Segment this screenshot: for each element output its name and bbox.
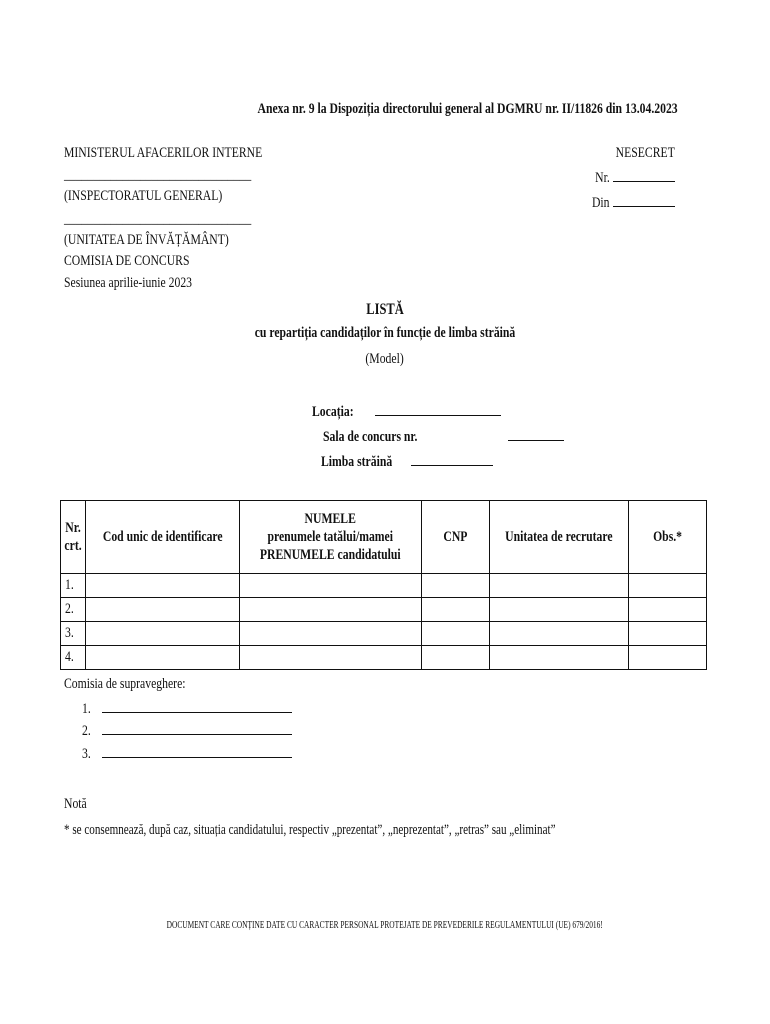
exam-room-field: Sala de concurs nr. [323,427,564,446]
nr-blank [613,168,675,182]
table-row [61,598,707,622]
note-label: Notă [64,796,87,812]
supervisor-line: 1. [82,700,292,718]
cell-obs[interactable] [628,574,706,598]
column-header-cnp: CNP [421,501,489,574]
location-blank [375,402,501,416]
din-field: Din [587,193,675,212]
signature-blank[interactable] [102,700,292,713]
table-header-row [61,501,707,574]
cell-cnp[interactable] [421,598,489,622]
note-text: * se consemnează, după caz, situația candidatului, respectiv „prezentat”, „neprezentat”, „retras” sau „eliminat” [64,822,556,838]
model-label: (Model) [365,351,405,367]
location-field: Locația: [312,402,501,421]
column-header-recruitment-unit: Unitatea de recrutare [489,501,628,574]
document-subtitle: cu repartiția candidaților în funcție de limba străină [254,325,516,341]
foreign-language-field: Limba străină [321,452,493,471]
column-header-nr: Nr. crt. [61,501,86,574]
cell-recruitment-unit[interactable] [489,622,628,646]
table-row [61,574,707,598]
signature-blank[interactable] [102,722,292,735]
inspectorate-blank-line: ________________________________ [64,167,252,183]
session-label: Sesiunea aprilie-iunie 2023 [64,275,193,291]
table-row [61,622,707,646]
cell-obs[interactable] [628,598,706,622]
column-header-name: NUMELE prenumele tatălui/mamei PRENUMELE candidatului [240,501,421,574]
column-header-obs: Obs.* [628,501,706,574]
cell-obs[interactable] [628,622,706,646]
ministry-name: MINISTERUL AFACERILOR INTERNE [64,145,263,161]
supervision-commission-label: Comisia de supraveghere: [64,676,186,692]
table-row [61,646,707,670]
cell-identifier[interactable] [85,622,239,646]
cell-name[interactable] [240,598,421,622]
exam-room-blank [508,427,564,441]
row-number: 1. [61,574,86,598]
cell-cnp[interactable] [421,574,489,598]
classification-label: NESECRET [615,145,675,161]
cell-name[interactable] [240,622,421,646]
supervisor-line: 3. [82,745,292,763]
cell-identifier[interactable] [85,598,239,622]
cell-recruitment-unit[interactable] [489,574,628,598]
row-number: 2. [61,598,86,622]
unit-label: (UNITATEA DE ÎNVĂȚĂMÂNT) [64,232,229,248]
column-header-identifier: Cod unic de identificare [85,501,239,574]
cell-cnp[interactable] [421,646,489,670]
cell-obs[interactable] [628,646,706,670]
din-blank [613,193,675,207]
document-title: LISTĂ [366,301,404,318]
commission-label: COMISIA DE CONCURS [64,253,190,269]
row-number: 4. [61,646,86,670]
personal-data-footer: DOCUMENT CARE CONȚINE DATE CU CARACTER PERSONAL PROTEJATE DE PREVEDERILE REGULAMENTULUI (UE) 679/2016! [166,920,604,931]
unit-blank-line: ________________________________ [64,211,252,227]
cell-cnp[interactable] [421,622,489,646]
signature-blank[interactable] [102,745,292,758]
cell-name[interactable] [240,574,421,598]
cell-identifier[interactable] [85,574,239,598]
foreign-language-blank [411,452,493,466]
annex-reference: Anexa nr. 9 la Dispoziția directorului general al DGMRU nr. II/11826 din 13.04.2023 [257,101,678,117]
candidates-table [60,500,707,670]
row-number: 3. [61,622,86,646]
cell-identifier[interactable] [85,646,239,670]
inspectorate-label: (INSPECTORATUL GENERAL) [64,188,223,204]
cell-recruitment-unit[interactable] [489,598,628,622]
cell-recruitment-unit[interactable] [489,646,628,670]
cell-name[interactable] [240,646,421,670]
supervisor-line: 2. [82,722,292,740]
nr-field: Nr. [591,168,676,187]
